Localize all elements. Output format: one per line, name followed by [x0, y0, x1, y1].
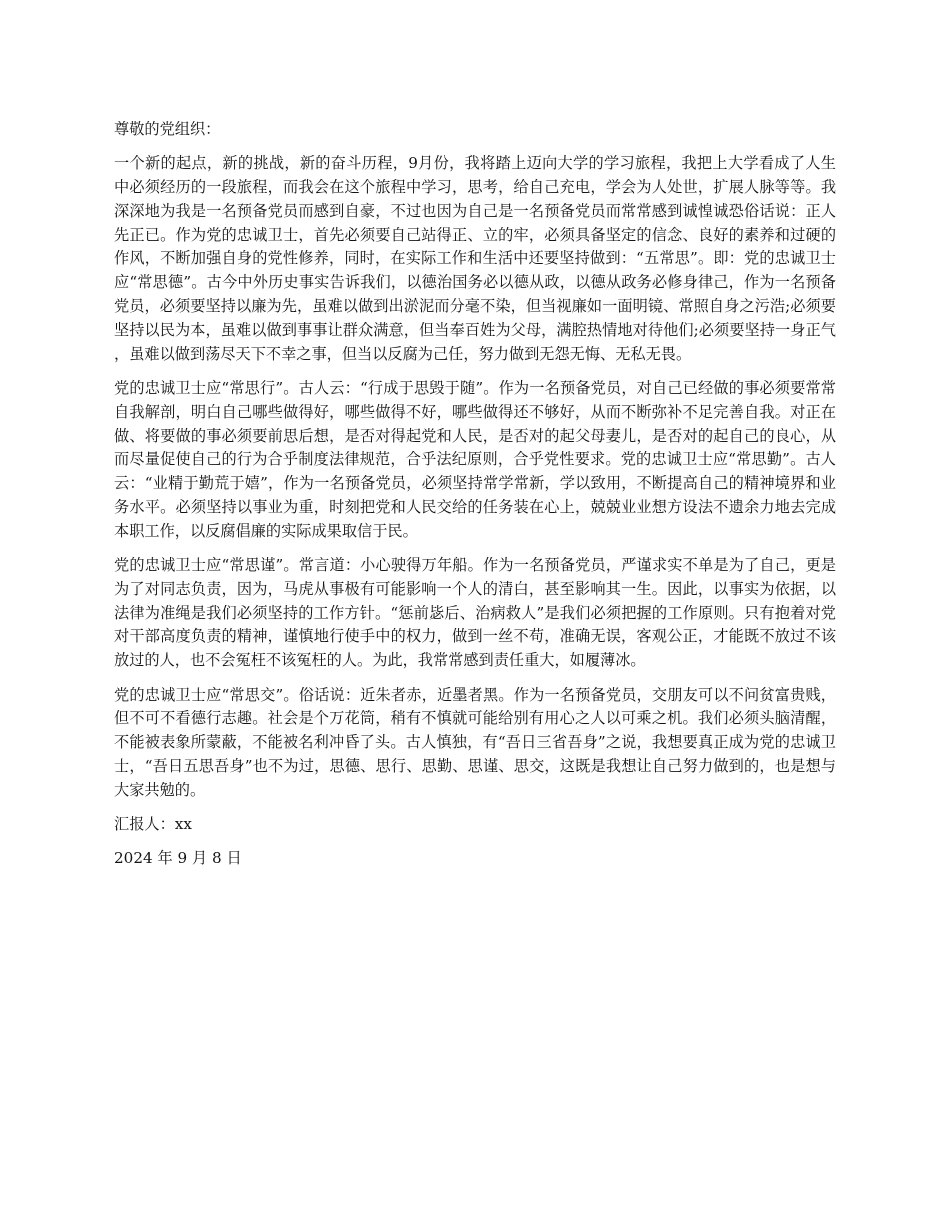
salutation: 尊敬的党组织：	[114, 120, 221, 138]
signature: 汇报人：xx	[114, 815, 192, 834]
body-paragraph-2: 党的忠诚卫士应“常思行”。古人云：“行成于思毁于随”。作为一名预备党员，对自己已经做的事必须要常常自我解剖，明白自己哪些做得好，哪些做得不好，哪些做得还不够好，从而不断弥补不足完善自我。对正在做、将要做的事必须要前思后想，是否对得起党和人民，是否对的起父母妻儿，是否对的起自己的良心，从而尽量促使自己的行为合乎制度法律规范，合乎法纪原则，合乎党性要求。党的忠诚卫士应“常思勤”。古人云：“业精于勤荒于嬉”，作为一名预备党员，必须坚持常学常新，学以致用，不断提高自己的精神境界和业务水平。必须坚持以事业为重，时刻把党和人民交给的任务装在心上，兢兢业业想方设法不遗余力地去完成本职工作，以反腐倡廉的实际成果取信于民。	[114, 378, 836, 540]
body-paragraph-3: 党的忠诚卫士应“常思谨”。常言道：小心驶得万年船。作为一名预备党员，严谨求实不单是为了自己，更是为了对同志负责，因为，马虎从事极有可能影响一个人的清白，甚至影响其一生。因此，以事实为依据，以法律为准绳是我们必须坚持的工作方针。“惩前毖后、治病救人”是我们必须把握的工作原则。只有抱着对党对干部高度负责的精神，谨慎地行使手中的权力，做到一丝不苟，准确无误，客观公正，才能既不放过不该放过的人，也不会冤枉不该冤枉的人。为此，我常常感到责任重大，如履薄冰。	[114, 556, 836, 670]
body-paragraph-4: 党的忠诚卫士应“常思交”。俗话说：近朱者赤，近墨者黑。作为一名预备党员，交朋友可以不问贫富贵贱，但不可不看德行志趣。社会是个万花筒，稍有不慎就可能给别有用心之人以可乘之机。我们必须头脑清醒，不能被表象所蒙蔽，不能被名利冲昏了头。古人慎独，有“吾日三省吾身”之说，我想要真正成为党的忠诚卫士，“吾日五思吾身”也不为过，思德、思行、思勤、思谨、思交，这既是我想让自己努力做到的，也是想与大家共勉的。	[114, 685, 836, 799]
document-page	[114, 118, 836, 882]
date: 2024 年 9 月 8 日	[114, 849, 242, 868]
body-paragraph-1: 一个新的起点，新的挑战，新的奋斗历程，9月份，我将踏上迈向大学的学习旅程，我把上大学看成了人生中必须经历的一段旅程，而我会在这个旅程中学习，思考，给自己充电，学会为人处世，扩展人脉等等。我深深地为我是一名预备党员而感到自豪，不过也因为自己是一名预备党员而常常感到诚惶诚恐俗话说：正人先正已。作为党的忠诚卫士，首先必须要自己站得正、立的牢，必须具备坚定的信念、良好的素养和过硬的作风，不断加强自身的党性修养，同时，在实际工作和生活中还要坚持做到：“五常思”。即：党的忠诚卫士应“常思德”。古今中外历史事实告诉我们，以德治国务必以德从政，以德从政务必修身律己，作为一名预备党员，必须要坚持以廉为先，虽难以做到出淤泥而分毫不染，但当视廉如一面明镜、常照自身之污浩;必须要坚持以民为本，虽难以做到事事让群众满意，但当奉百姓为父母，满腔热情地对待他们;必须要坚持一身正气，虽难以做到荡尽天下不幸之事，但当以反腐为己任，努力做到无怨无悔、无私无畏。	[114, 154, 836, 363]
